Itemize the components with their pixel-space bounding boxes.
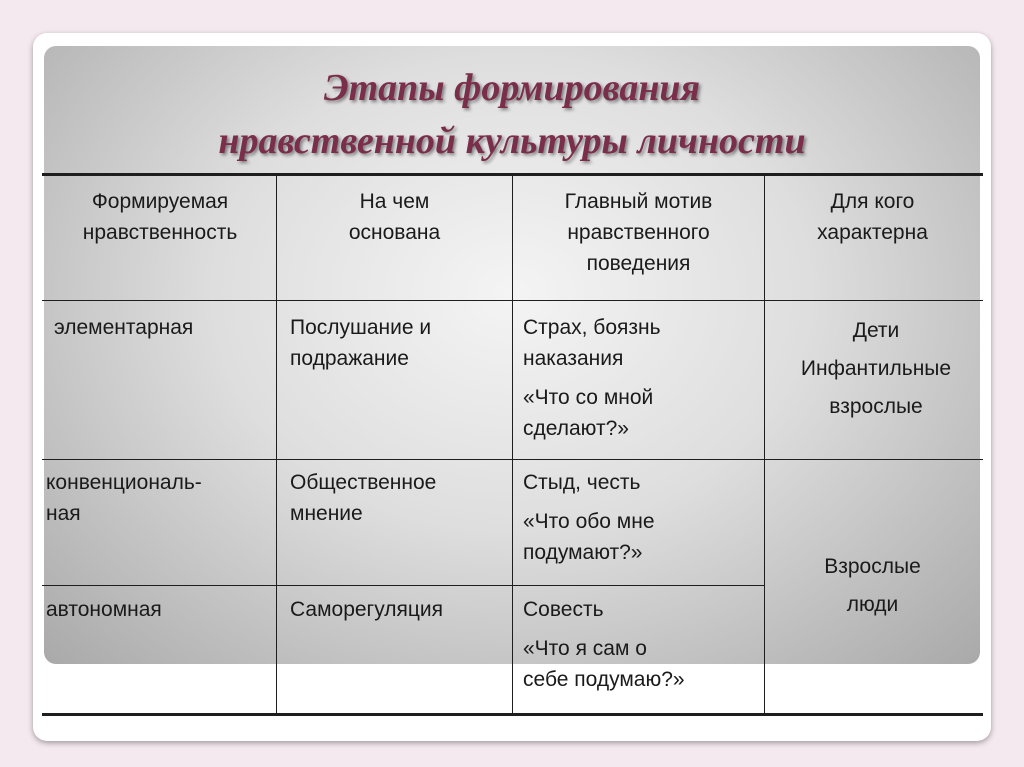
header-for-whom: Для кого характерна <box>817 190 928 244</box>
title-line-1: Этапы формирования <box>323 67 701 109</box>
row2-morality: конвенциональ- ная <box>46 471 202 525</box>
row3-morality: автономная <box>46 598 162 621</box>
title-line-2: нравственной культуры личности <box>218 120 806 162</box>
slide-title <box>44 62 980 168</box>
row1-morality: элементарная <box>54 316 194 339</box>
column-divider-3 <box>764 176 765 714</box>
header-basis: На чем основана <box>348 190 441 244</box>
header-morality: Формируемая нравственность <box>82 190 238 244</box>
row1-for-whom: Дети Инфантильные взрослые <box>800 319 952 418</box>
row2-motive: Стыд, честь «Что обо мне подумают?» <box>523 471 655 564</box>
header-motive: Главный мотив нравственного поведения <box>564 190 713 275</box>
row2-bottom-border <box>42 585 764 586</box>
row1-basis: Послушание и подражание <box>290 316 432 370</box>
row3-motive: Совесть «Что я сам о себе подумаю?» <box>523 598 685 691</box>
row1-motive: Страх, боязнь наказания «Что со мной сделают?» <box>523 316 661 440</box>
row2-3-for-whom: Взрослые люди <box>824 555 921 616</box>
row3-basis: Саморегуляция <box>290 598 444 621</box>
row2-basis: Общественное мнение <box>290 471 437 525</box>
column-divider-1 <box>276 176 277 714</box>
